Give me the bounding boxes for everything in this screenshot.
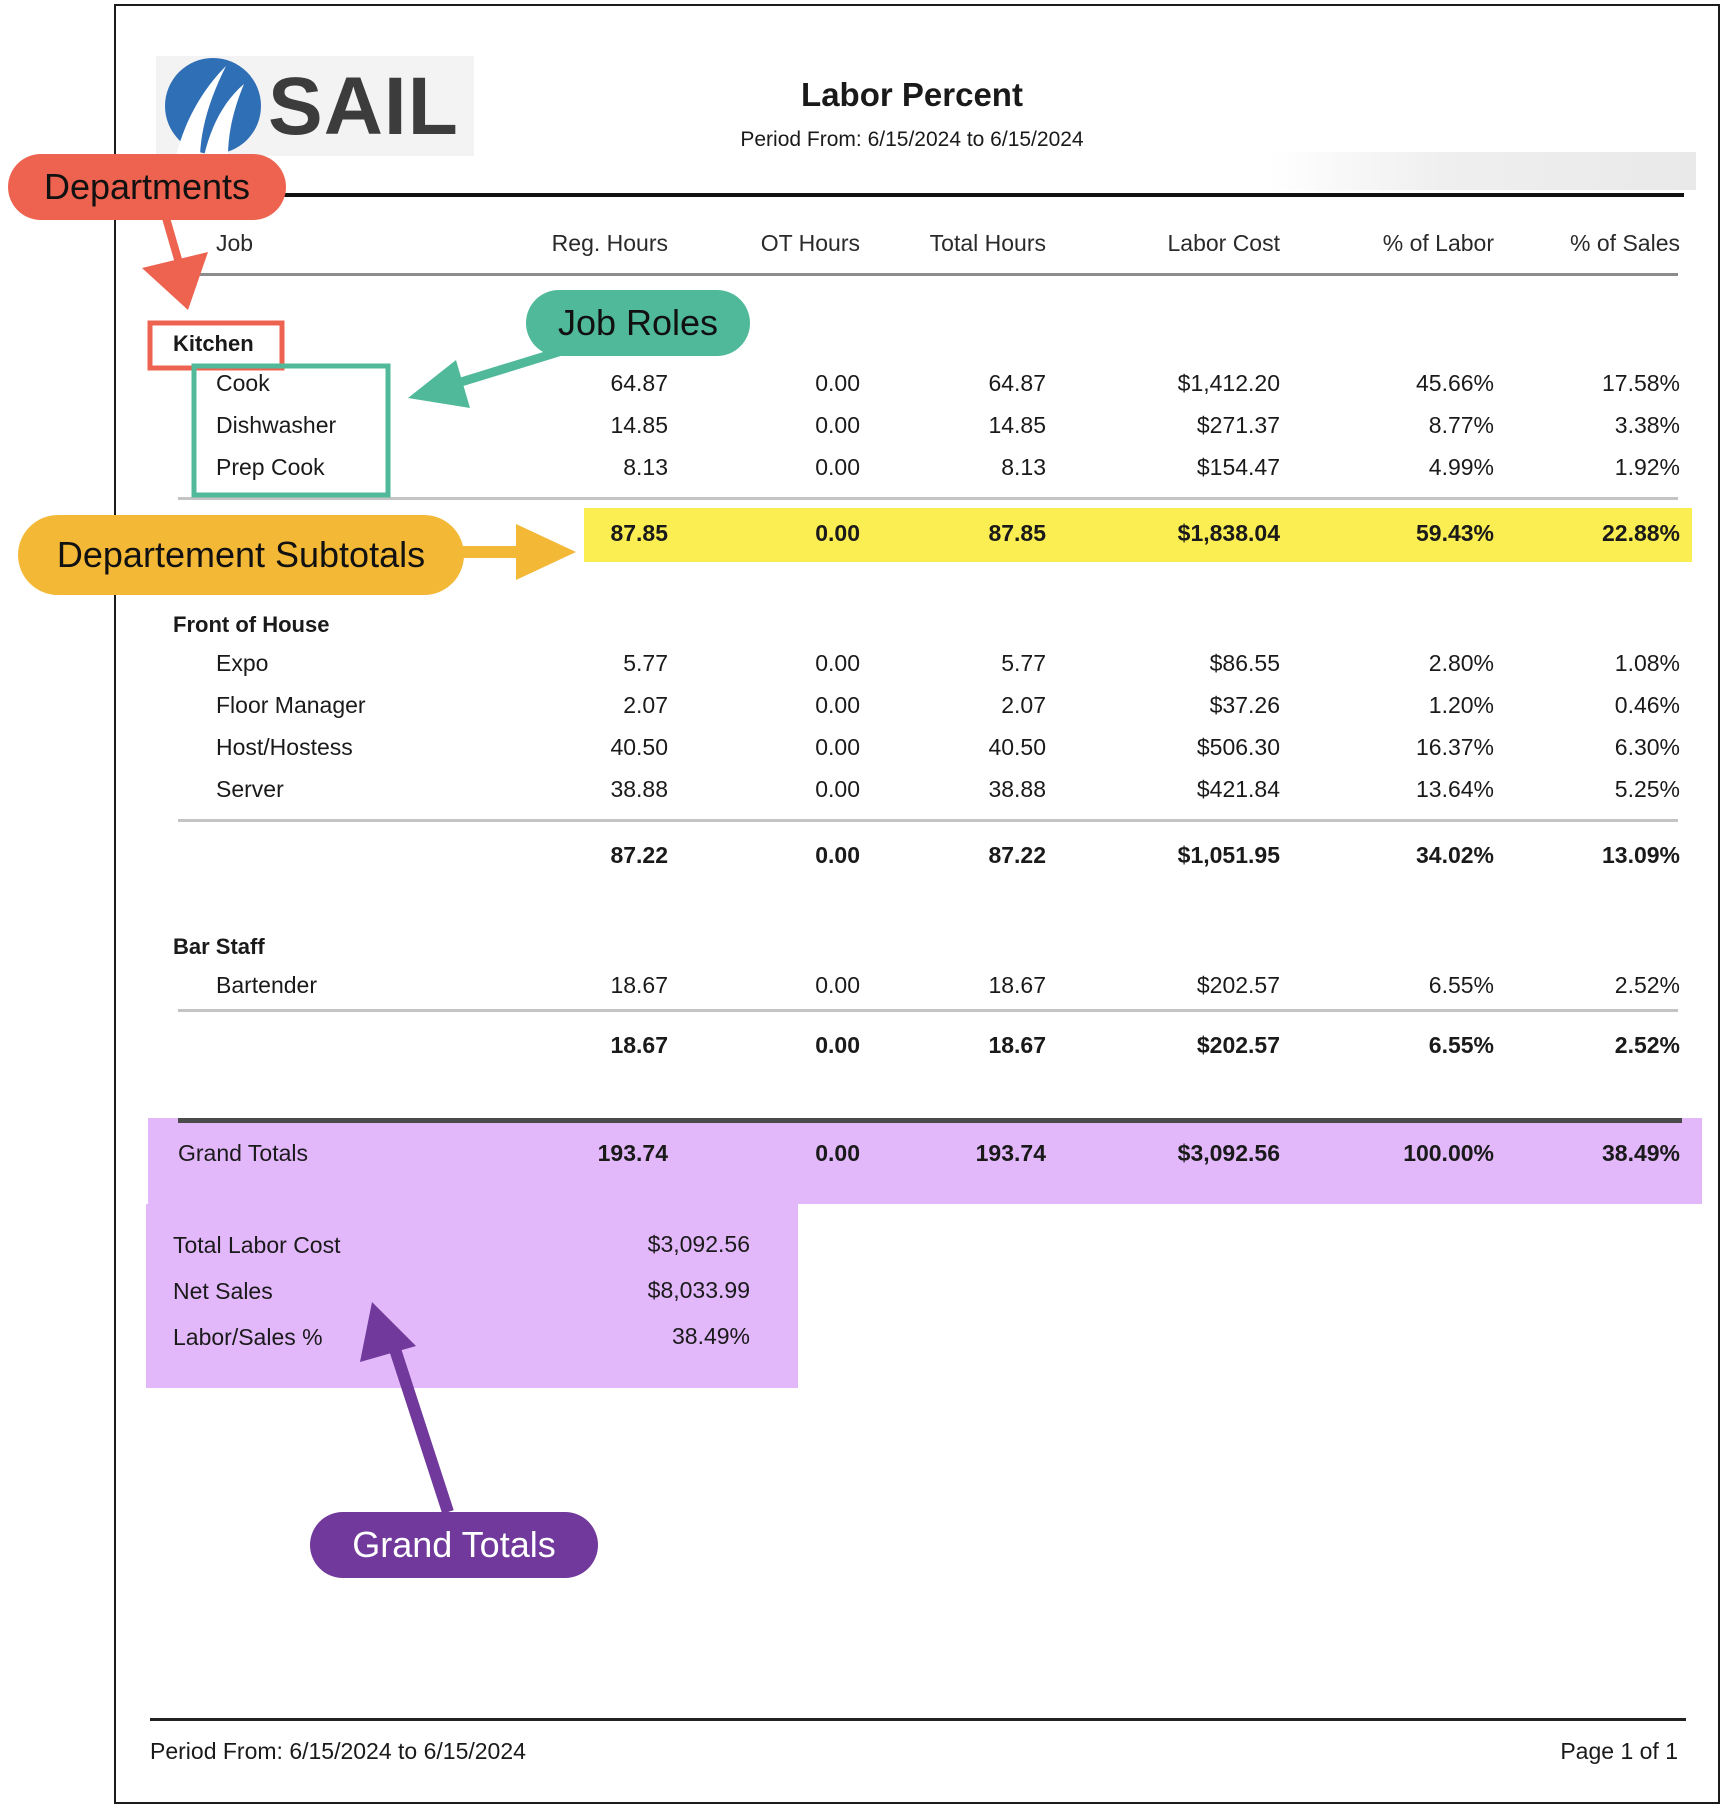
subtotals-arrow-head xyxy=(516,524,576,580)
pct-labor: 59.43% xyxy=(1415,520,1494,546)
reg-hours: 38.88 xyxy=(610,776,668,802)
kitchen-highlight-box xyxy=(150,323,282,368)
labor-cost: $202.57 xyxy=(1196,1032,1280,1058)
departments-callout: Departments xyxy=(8,154,286,220)
total-hours: 87.22 xyxy=(988,842,1046,868)
labor-cost: $271.37 xyxy=(1196,412,1280,438)
ot-hours: 0.00 xyxy=(815,454,860,480)
reg-hours: 64.87 xyxy=(610,370,668,396)
pct-sales: 6.30% xyxy=(1614,734,1680,760)
summary-label: Total Labor Cost xyxy=(173,1232,341,1258)
department-name: Front of House xyxy=(173,612,330,637)
job-name: Bartender xyxy=(216,972,318,998)
col-total-hours: Total Hours xyxy=(929,230,1046,256)
job-name: Host/Hostess xyxy=(216,734,353,760)
ot-hours: 0.00 xyxy=(815,1140,860,1166)
pct-labor: 2.80% xyxy=(1428,650,1494,676)
col-pct-labor: % of Labor xyxy=(1382,230,1494,256)
ot-hours: 0.00 xyxy=(815,776,860,802)
grand-totals-label: Grand Totals xyxy=(178,1140,308,1166)
labor-cost: $506.30 xyxy=(1196,734,1280,760)
department-name: Kitchen xyxy=(173,331,254,356)
grand-totals-arrow-shaft xyxy=(392,1340,448,1512)
labor-cost: $86.55 xyxy=(1209,650,1280,676)
total-hours: 14.85 xyxy=(988,412,1046,438)
total-hours: 5.77 xyxy=(1001,650,1046,676)
job-name: Prep Cook xyxy=(216,454,325,480)
total-hours: 193.74 xyxy=(975,1140,1046,1166)
labor-cost: $3,092.56 xyxy=(1177,1140,1280,1166)
ot-hours: 0.00 xyxy=(815,370,860,396)
labor-cost: $202.57 xyxy=(1196,972,1280,998)
reg-hours: 2.07 xyxy=(623,692,668,718)
pct-labor: 1.20% xyxy=(1428,692,1494,718)
reg-hours: 5.77 xyxy=(623,650,668,676)
total-hours: 40.50 xyxy=(988,734,1046,760)
job-name: Cook xyxy=(216,370,270,396)
pct-labor: 100.00% xyxy=(1403,1140,1494,1166)
pct-labor: 45.66% xyxy=(1415,370,1494,396)
grand-totals-arrow-head xyxy=(360,1302,416,1362)
reg-hours: 193.74 xyxy=(597,1140,668,1166)
col-job: Job xyxy=(216,230,254,256)
pct-sales: 5.25% xyxy=(1614,776,1680,802)
labor-cost: $1,051.95 xyxy=(1177,842,1280,868)
reg-hours: 8.13 xyxy=(623,454,668,480)
logo-text: SAIL xyxy=(268,61,459,152)
job-roles-highlight-box xyxy=(194,366,388,495)
pct-sales: 38.49% xyxy=(1601,1140,1680,1166)
labor-cost: $37.26 xyxy=(1209,692,1280,718)
pct-sales: 1.08% xyxy=(1614,650,1680,676)
labor-cost: $1,838.04 xyxy=(1177,520,1280,546)
labor-cost: $154.47 xyxy=(1196,454,1280,480)
pct-sales: 2.52% xyxy=(1614,972,1680,998)
summary-label: Net Sales xyxy=(173,1278,273,1304)
department-name: Bar Staff xyxy=(173,934,265,959)
reg-hours: 18.67 xyxy=(610,972,668,998)
ot-hours: 0.00 xyxy=(815,972,860,998)
reg-hours: 14.85 xyxy=(610,412,668,438)
total-hours: 64.87 xyxy=(988,370,1046,396)
labor-cost: $1,412.20 xyxy=(1177,370,1280,396)
job-name: Server xyxy=(216,776,284,802)
report-title: Labor Percent xyxy=(801,76,1023,113)
report-period: Period From: 6/15/2024 to 6/15/2024 xyxy=(740,128,1084,151)
col-ot-hours: OT Hours xyxy=(760,230,860,256)
job-roles-arrow-head xyxy=(408,360,470,408)
reg-hours: 18.67 xyxy=(610,1032,668,1058)
reg-hours: 40.50 xyxy=(610,734,668,760)
pct-sales: 3.38% xyxy=(1614,412,1680,438)
footer-period: Period From: 6/15/2024 to 6/15/2024 xyxy=(150,1738,526,1764)
job-name: Dishwasher xyxy=(216,412,337,438)
summary-label: Labor/Sales % xyxy=(173,1324,323,1350)
pct-sales: 1.92% xyxy=(1614,454,1680,480)
labor-cost: $421.84 xyxy=(1196,776,1280,802)
pct-labor: 4.99% xyxy=(1428,454,1494,480)
total-hours: 18.67 xyxy=(988,972,1046,998)
ot-hours: 0.00 xyxy=(815,520,860,546)
total-hours: 2.07 xyxy=(1001,692,1046,718)
ot-hours: 0.00 xyxy=(815,842,860,868)
job-name: Expo xyxy=(216,650,269,676)
job-roles-callout: Job Roles xyxy=(526,290,750,356)
reg-hours: 87.22 xyxy=(610,842,668,868)
pct-sales: 0.46% xyxy=(1614,692,1680,718)
total-hours: 8.13 xyxy=(1001,454,1046,480)
pct-sales: 17.58% xyxy=(1601,370,1680,396)
ot-hours: 0.00 xyxy=(815,650,860,676)
departments-arrow-head xyxy=(142,252,208,310)
reg-hours: 87.85 xyxy=(610,520,668,546)
col-pct-sales: % of Sales xyxy=(1570,230,1680,256)
summary-value: $3,092.56 xyxy=(647,1231,750,1257)
total-hours: 38.88 xyxy=(988,776,1046,802)
subtotals-callout: Departement Subtotals xyxy=(18,515,464,595)
ot-hours: 0.00 xyxy=(815,734,860,760)
pct-labor: 6.55% xyxy=(1428,972,1494,998)
pct-labor: 8.77% xyxy=(1428,412,1494,438)
pct-sales: 22.88% xyxy=(1601,520,1680,546)
pct-labor: 16.37% xyxy=(1415,734,1494,760)
total-hours: 87.85 xyxy=(988,520,1046,546)
ot-hours: 0.00 xyxy=(815,1032,860,1058)
ot-hours: 0.00 xyxy=(815,412,860,438)
grand-totals-callout: Grand Totals xyxy=(310,1512,598,1578)
ot-hours: 0.00 xyxy=(815,692,860,718)
col-labor-cost: Labor Cost xyxy=(1167,230,1280,256)
pct-labor: 34.02% xyxy=(1415,842,1494,868)
pct-labor: 6.55% xyxy=(1428,1032,1494,1058)
job-name: Floor Manager xyxy=(216,692,366,718)
pct-sales: 13.09% xyxy=(1601,842,1680,868)
pct-sales: 2.52% xyxy=(1614,1032,1680,1058)
footer-page: Page 1 of 1 xyxy=(1560,1738,1678,1764)
pct-labor: 13.64% xyxy=(1415,776,1494,802)
summary-value: $8,033.99 xyxy=(647,1277,750,1303)
col-reg-hours: Reg. Hours xyxy=(551,230,668,256)
total-hours: 18.67 xyxy=(988,1032,1046,1058)
summary-value: 38.49% xyxy=(671,1323,750,1349)
